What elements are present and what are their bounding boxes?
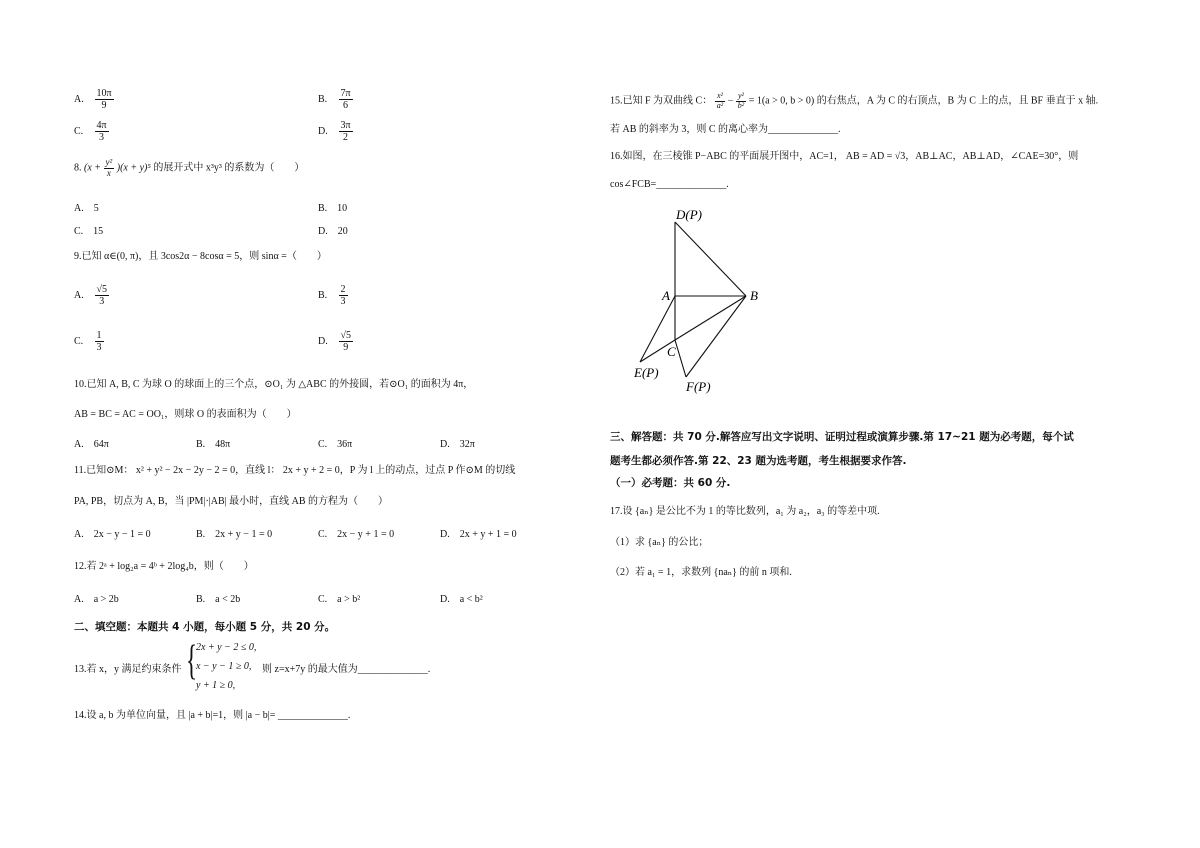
- section-2-heading: 二、填空题：本题共 4 小题，每小题 5 分，共 20 分。: [74, 621, 336, 633]
- option-label: B.: [318, 93, 328, 105]
- q8-option-a[interactable]: A. 5: [74, 203, 99, 214]
- q12-option-a[interactable]: A. a > 2b: [74, 594, 119, 605]
- fraction: $\frac{1}{3}$: [96, 330, 102, 353]
- q12-option-b[interactable]: B. a < 2b: [196, 594, 241, 605]
- fraction: $\frac{3\pi}{2}$: [340, 120, 351, 143]
- fraction: $\frac{\text{x²}}{\text{a²}}$: [716, 91, 724, 110]
- option-label: D.: [318, 335, 328, 347]
- label-B: B: [750, 288, 758, 303]
- q12-option-d[interactable]: D. a < b²: [440, 594, 483, 605]
- section-3-heading-line2: 题考生都必须作答.第 22、23 题为选考题，考生根据要求作答.: [610, 455, 907, 467]
- q8-option-b[interactable]: B. 10: [318, 203, 348, 214]
- brace-icon: {: [186, 638, 198, 684]
- option-label: A.: [74, 93, 84, 105]
- fraction: $\frac{\text{y²}}{x}$: [105, 157, 113, 178]
- edge-F-B: [686, 296, 746, 377]
- q13-constraint-3: y + 1 ≥ 0,: [196, 680, 236, 691]
- subsection-required-heading: （一）必考题：共 60 分.: [610, 477, 731, 489]
- q10-option-d[interactable]: D. 32π: [440, 439, 475, 450]
- label-F: F(P): [686, 379, 711, 394]
- q11-option-b[interactable]: B. 2x + y − 1 = 0: [196, 529, 273, 540]
- q10-stem-line1: 10.已知 A, B, C 为球 O 的球面上的三个点，⊙O₁ 为 △ABC 的外接圆，若⊙O₁ 的面积为 4π，: [74, 379, 474, 390]
- q15-prefix: 15.已知 F 为双曲线 C：: [610, 95, 713, 107]
- fraction: $\frac{√5}{9}$: [340, 330, 351, 353]
- q11-stem-line2: PA, PB，切点为 A, B，当 |PM|·|AB| 最小时，直线 AB 的方程为（ ）: [74, 496, 389, 507]
- q16-stem-line2: cos∠FCB=______________.: [610, 179, 729, 190]
- q8-prefix: 8.: [74, 162, 82, 174]
- q10-option-a[interactable]: A. 64π: [74, 439, 109, 450]
- q7-option-a[interactable]: [74, 88, 114, 111]
- option-label: B.: [318, 289, 328, 301]
- q16-stem-line1: 16.如图，在三棱锥 P−ABC 的平面展开图中，AC=1， AB = AD = √3，AB⊥AC，AB⊥AD，∠CAE=30°，则: [610, 151, 1079, 162]
- q9-option-b[interactable]: [318, 284, 348, 307]
- q15-rest: = 1(a > 0, b > 0) 的右焦点，A 为 C 的右顶点，B 为 C 上的点，且 BF 垂直于 x 轴.: [748, 95, 1099, 107]
- section-3-heading-line1: 三、解答题：共 70 分.解答应写出文字说明、证明过程或演算步骤.第 17~21 题为必考题，每个试: [610, 431, 1074, 443]
- q11-option-d[interactable]: D. 2x + y + 1 = 0: [440, 529, 517, 540]
- q11-option-a[interactable]: A. 2x − y − 1 = 0: [74, 529, 151, 540]
- label-C: C: [667, 344, 676, 359]
- pyramid-net-figure: [620, 205, 770, 395]
- q9-option-c[interactable]: [74, 330, 104, 353]
- option-label: C.: [74, 335, 84, 347]
- q15-minus: −: [727, 95, 734, 107]
- q11-stem-line1: 11.已知⊙M： x² + y² − 2x − 2y − 2 = 0，直线 l： 2x + y + 2 = 0，P 为 l 上的动点，过点 P 作⊙M 的切线: [74, 465, 516, 476]
- edge-C-F: [675, 340, 686, 377]
- q13-prefix: 13.若 x，y 满足约束条件: [74, 664, 182, 675]
- fraction: $\frac{4\pi}{3}$: [96, 120, 107, 143]
- q12-option-c[interactable]: C. a > b²: [318, 594, 361, 605]
- q14-stem: 14.设 a, b 为单位向量，且 |a + b|=1，则 |a − b|= ______________.: [74, 710, 351, 721]
- edge-C-B: [675, 296, 746, 340]
- edge-D-B: [675, 222, 746, 296]
- q8-option-c[interactable]: C. 15: [74, 226, 104, 237]
- q7-option-d[interactable]: [318, 120, 353, 143]
- option-label: C.: [74, 125, 84, 137]
- q8-option-d[interactable]: D. 20: [318, 226, 348, 237]
- q8-expr-a: (x +: [84, 162, 102, 174]
- q8-stem: [74, 158, 304, 179]
- q8-expr-b: )(x + y)⁵: [116, 162, 151, 174]
- q9-option-a[interactable]: [74, 284, 109, 307]
- label-D: D(P): [676, 207, 702, 222]
- q17-part-2: （2）若 a₁ = 1，求数列 {naₙ} 的前 n 项和.: [610, 567, 792, 578]
- q17-stem: 17.设 {aₙ} 是公比不为 1 的等比数列，a₁ 为 a₂，a₃ 的等差中项.: [610, 506, 880, 517]
- option-label: D.: [318, 125, 328, 137]
- label-A: A: [662, 288, 670, 303]
- q10-option-b[interactable]: B. 48π: [196, 439, 231, 450]
- q10-stem-line2: AB = BC = AC = OO₁，则球 O 的表面积为（ ）: [74, 409, 297, 420]
- q15-stem-line2: 若 AB 的斜率为 3，则 C 的离心率为______________.: [610, 124, 841, 135]
- q7-option-b[interactable]: [318, 88, 353, 111]
- fraction: $\frac{2}{3}$: [340, 284, 346, 307]
- q8-text: 的展开式中 x³y³ 的系数为（ ）: [153, 162, 305, 174]
- fraction: $\frac{\text{y²}}{\text{b²}}$: [737, 91, 745, 110]
- fraction: $\frac{7\pi}{6}$: [340, 88, 351, 111]
- q15-stem-line1: [610, 92, 1098, 111]
- q13-constraint-2: x − y − 1 ≥ 0,: [196, 661, 252, 672]
- fraction: $\frac{10\pi}{9}$: [96, 88, 112, 111]
- q9-stem: 9.已知 α∈(0, π)，且 3cos2α − 8cosα = 5，则 sinα =（ ）: [74, 251, 327, 262]
- q17-part-1: （1）求 {aₙ} 的公比；: [610, 537, 709, 548]
- fraction: $\frac{√5}{3}$: [96, 284, 107, 307]
- q12-stem: 12.若 2ᵃ + log₂a = 4ᵇ + 2log₄b，则（ ）: [74, 561, 254, 572]
- q13-suffix: 则 z=x+7y 的最大值为______________.: [262, 664, 431, 675]
- option-label: A.: [74, 289, 84, 301]
- q13-constraint-1: 2x + y − 2 ≤ 0,: [196, 642, 257, 653]
- q10-option-c[interactable]: C. 36π: [318, 439, 353, 450]
- label-E: E(P): [634, 365, 659, 380]
- q7-option-c[interactable]: [74, 120, 109, 143]
- q9-option-d[interactable]: [318, 330, 353, 353]
- q11-option-c[interactable]: C. 2x − y + 1 = 0: [318, 529, 395, 540]
